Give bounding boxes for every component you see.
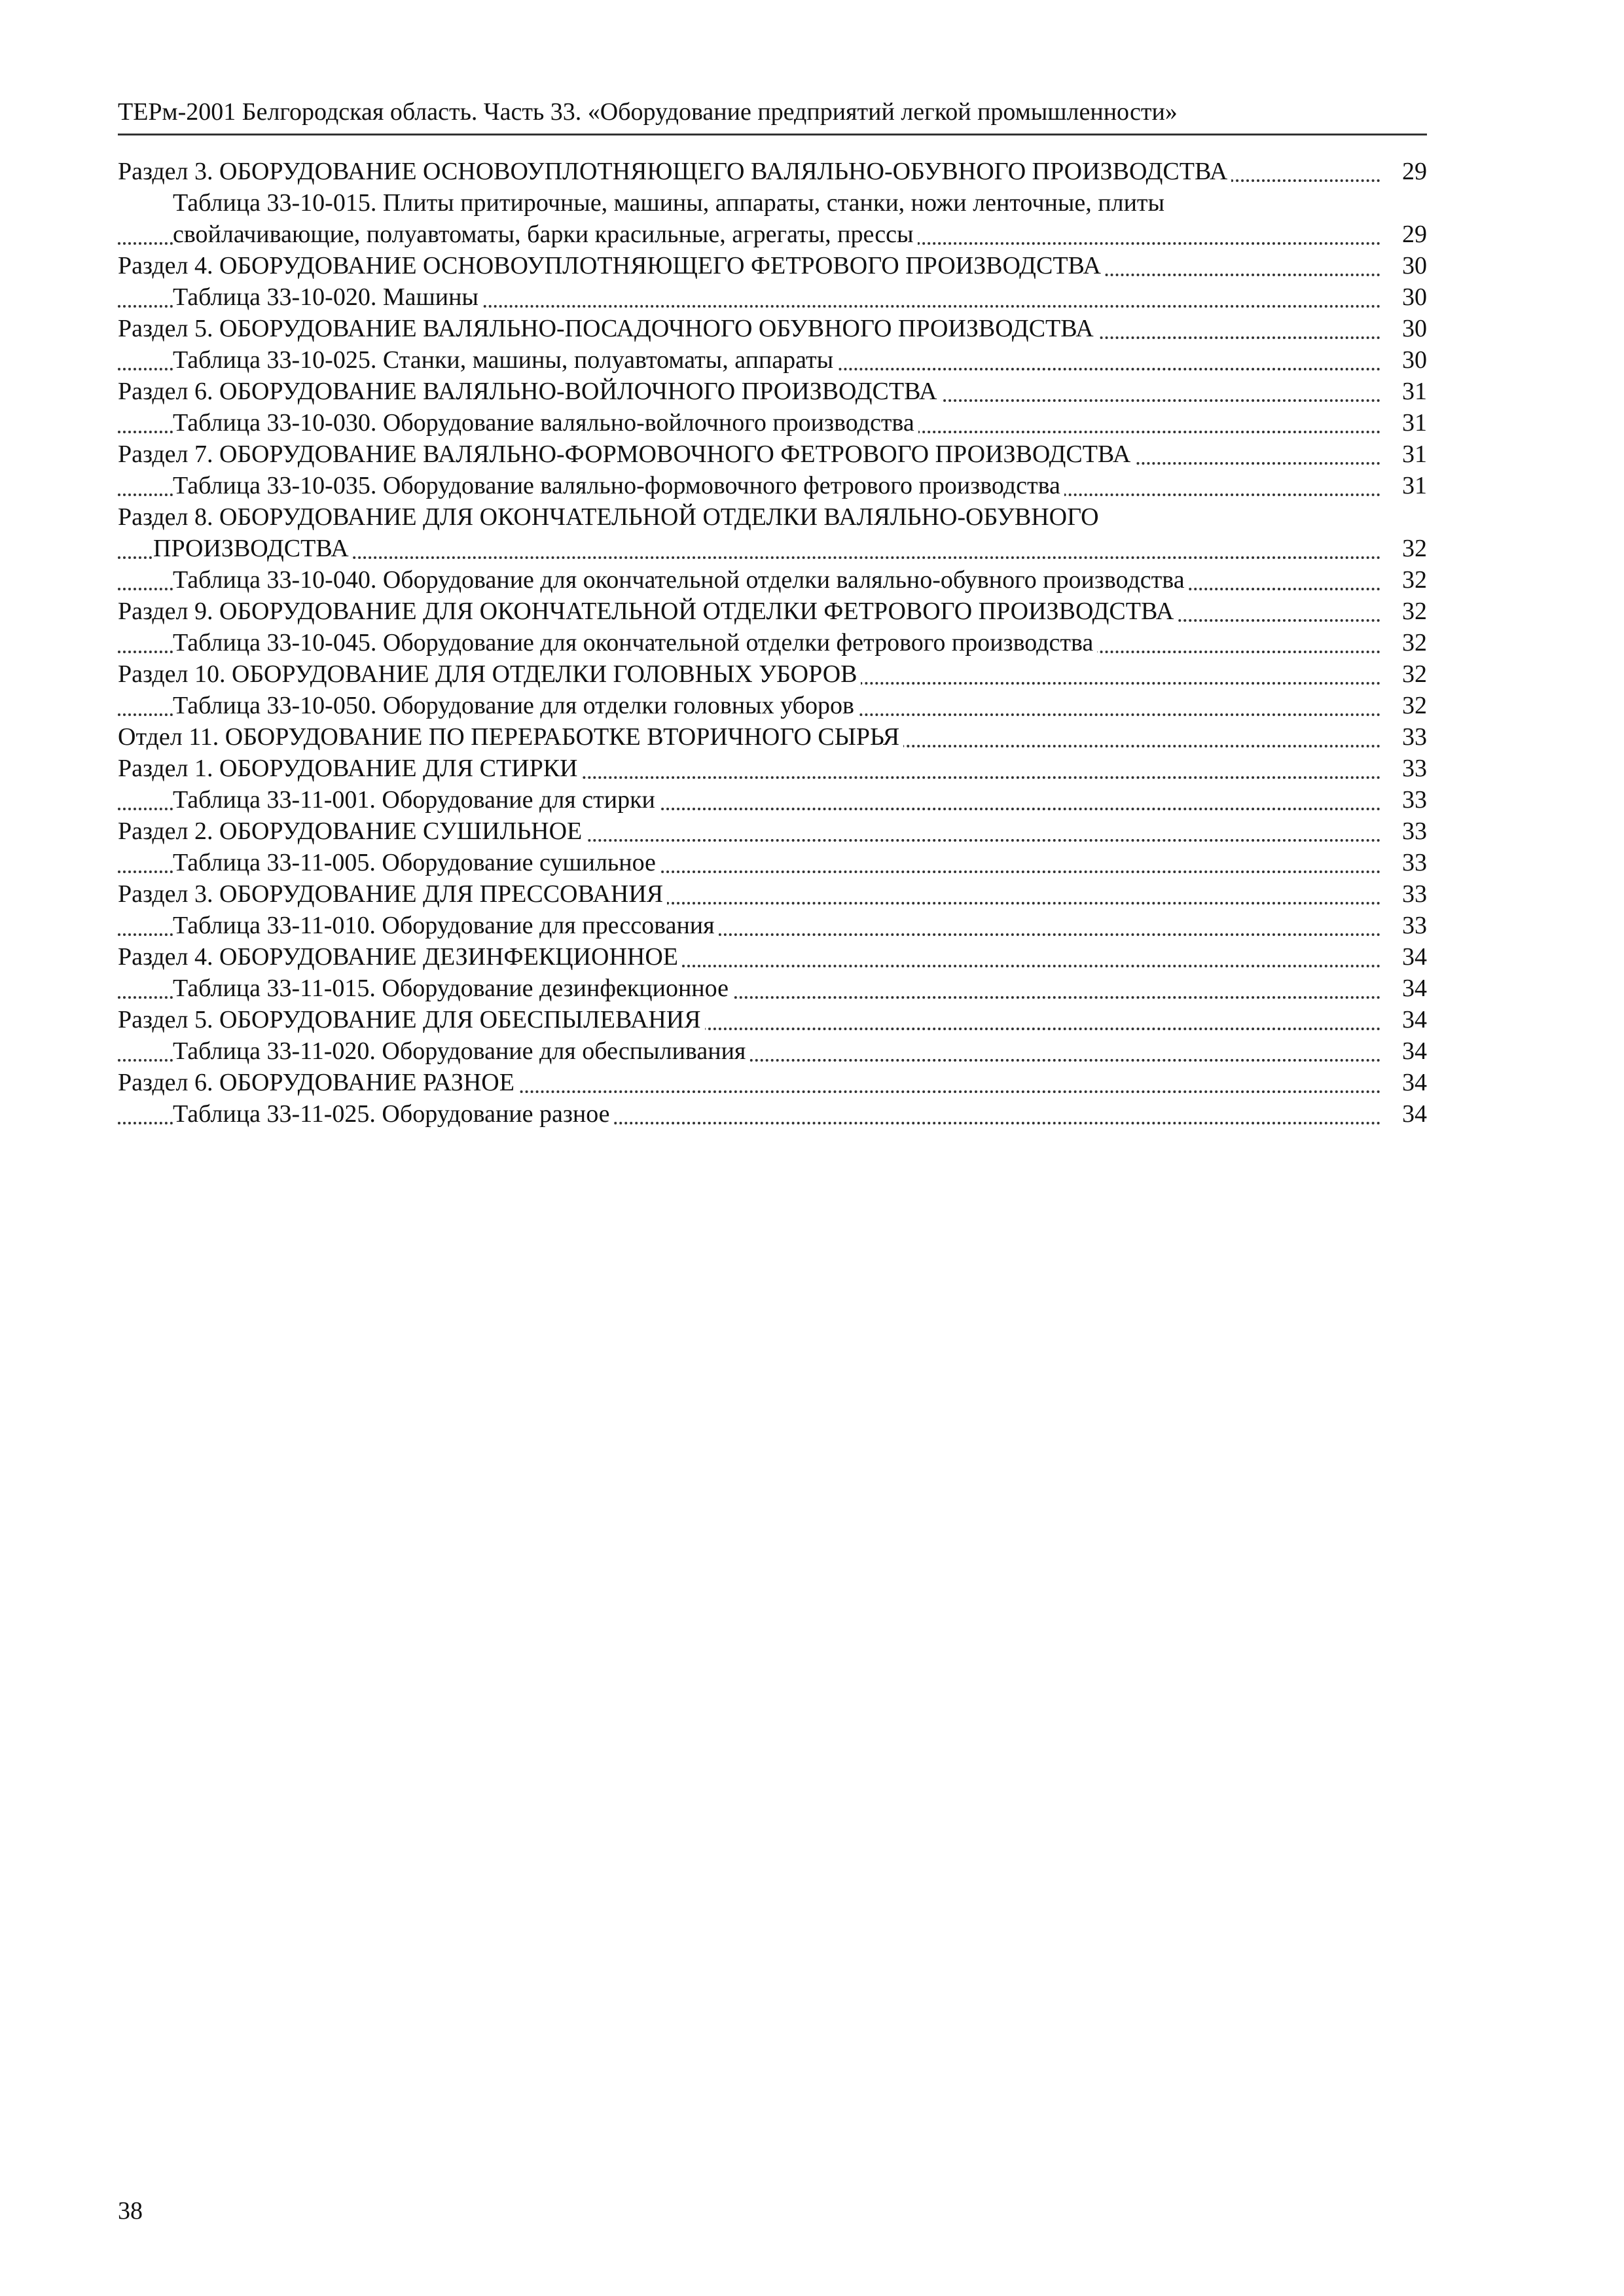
toc-section-entry[interactable] [118,878,1427,910]
toc-entry-text: Таблица 33-11-005. Оборудование сушильное [173,849,660,876]
toc-section-entry[interactable] [118,941,1427,973]
toc-page-number: 31 [1386,470,1427,501]
toc-entry-text: Раздел 3. ОБОРУДОВАНИЕ ОСНОВОУПЛОТНЯЮЩЕГО ВАЛЯЛЬНО-ОБУВНОГО ПРОИЗВОДСТВА [118,158,1231,185]
toc-page-number: 33 [1386,816,1427,847]
toc-page-number: 34 [1386,1035,1427,1067]
toc-page-number: 32 [1386,690,1427,721]
toc-page-number: 34 [1386,1067,1427,1098]
toc-entry-text: Таблица 33-11-025. Оборудование разное [173,1100,614,1128]
toc-entry-text: Раздел 9. ОБОРУДОВАНИЕ ДЛЯ ОКОНЧАТЕЛЬНОЙ ОТДЕЛКИ ФЕТРОВОГО ПРОИЗВОДСТВА [118,598,1178,625]
toc-entry-text: свойлачивающие, полуавтоматы, барки красильные, агрегаты, прессы [173,221,918,248]
toc-table-entry[interactable] [118,847,1427,878]
toc-page-number: 34 [1386,1004,1427,1035]
toc-entry-text: Таблица 33-10-045. Оборудование для окончательной отделки фетрового производства [173,629,1097,656]
toc-entry-text: Таблица 33-10-015. Плиты притирочные, машины, аппараты, станки, ножи ленточные, плиты [173,189,1168,217]
toc-page-number: 34 [1386,1098,1427,1130]
toc-page-number: 33 [1386,878,1427,910]
toc-section-entry[interactable] [118,250,1427,281]
toc-table-entry[interactable] [118,1098,1427,1130]
toc-page-number: 31 [1386,439,1427,470]
toc-entry-text: Таблица 33-10-035. Оборудование валяльно-формовочного фетрового производства [173,472,1064,499]
toc-entry-text: Раздел 5. ОБОРУДОВАНИЕ ДЛЯ ОБЕСПЫЛЕВАНИЯ [118,1006,705,1033]
toc-page-number: 32 [1386,596,1427,627]
toc-entry-text: Раздел 6. ОБОРУДОВАНИЕ ВАЛЯЛЬНО-ВОЙЛОЧНОГО ПРОИЗВОДСТВА [118,378,941,405]
toc-table-entry[interactable] [118,1035,1427,1067]
toc-entry-text: Раздел 5. ОБОРУДОВАНИЕ ВАЛЯЛЬНО-ПОСАДОЧНОГО ОБУВНОГО ПРОИЗВОДСТВА [118,315,1098,342]
toc-page-number: 32 [1386,533,1427,564]
toc-table-entry[interactable] [118,564,1427,596]
toc-table-entry[interactable] [118,187,1427,219]
toc-page-number: 31 [1386,376,1427,407]
running-header: ТЕРм-2001 Белгородская область. Часть 33. «Оборудование предприятий легкой промышленности» [118,97,1427,135]
toc-page-number: 32 [1386,658,1427,690]
toc-table-entry[interactable] [118,910,1427,941]
toc-entry-text: Таблица 33-11-015. Оборудование дезинфекционное [173,975,732,1002]
toc-section-entry[interactable] [118,596,1427,627]
toc-section-entry[interactable] [118,313,1427,344]
toc-entry-text: Раздел 2. ОБОРУДОВАНИЕ СУШИЛЬНОЕ [118,817,586,845]
toc-page-number: 33 [1386,753,1427,784]
toc-entry-text: Раздел 1. ОБОРУДОВАНИЕ ДЛЯ СТИРКИ [118,755,582,782]
toc-entry-text: Таблица 33-10-025. Станки, машины, полуавтоматы, аппараты [173,346,837,374]
toc-page-number: 34 [1386,941,1427,973]
toc-table-entry[interactable] [118,407,1427,439]
toc-entry-text: Отдел 11. ОБОРУДОВАНИЕ ПО ПЕРЕРАБОТКЕ ВТОРИЧНОГО СЫРЬЯ [118,723,903,751]
toc-entry-text: Таблица 33-11-020. Оборудование для обеспыливания [173,1037,749,1065]
toc-entry-text: Раздел 4. ОБОРУДОВАНИЕ ДЕЗИНФЕКЦИОННОЕ [118,943,682,971]
toc-section-entry[interactable] [118,721,1427,753]
toc-page-number: 30 [1386,313,1427,344]
toc-entry-text: Раздел 8. ОБОРУДОВАНИЕ ДЛЯ ОКОНЧАТЕЛЬНОЙ ОТДЕЛКИ ВАЛЯЛЬНО-ОБУВНОГО [118,503,1103,531]
toc-page-number: 30 [1386,281,1427,313]
toc-table-entry[interactable] [118,281,1427,313]
toc-entry-text: Таблица 33-10-020. Машины [173,283,482,311]
toc-entry-text: Раздел 6. ОБОРУДОВАНИЕ РАЗНОЕ [118,1069,518,1096]
toc-section-entry[interactable] [118,1004,1427,1035]
toc-page-number: 29 [1386,219,1427,250]
toc-table-entry[interactable] [118,470,1427,501]
toc-entry-text: Таблица 33-10-050. Оборудование для отделки головных уборов [173,692,858,719]
toc-entry-text: Таблица 33-10-030. Оборудование валяльно-войлочного производства [173,409,918,437]
toc-entry-text: Раздел 3. ОБОРУДОВАНИЕ ДЛЯ ПРЕССОВАНИЯ [118,880,667,908]
toc-page-number: 31 [1386,407,1427,439]
toc-entry-text: ПРОИЗВОДСТВА [153,535,353,562]
toc-section-entry[interactable] [118,1067,1427,1098]
toc-page-number: 33 [1386,910,1427,941]
toc-table-entry[interactable] [118,627,1427,658]
toc-page-number: 30 [1386,344,1427,376]
toc-page-number: 34 [1386,973,1427,1004]
table-of-contents [118,156,1427,1130]
toc-entry-continuation[interactable] [118,533,1427,564]
toc-section-entry[interactable] [118,816,1427,847]
toc-entry-text: Таблица 33-10-040. Оборудование для окончательной отделки валяльно-обувного производства [173,566,1189,594]
toc-section-entry[interactable] [118,658,1427,690]
toc-page-number: 29 [1386,156,1427,187]
toc-section-entry[interactable] [118,376,1427,407]
toc-page-number: 33 [1386,721,1427,753]
toc-entry-text: Раздел 10. ОБОРУДОВАНИЕ ДЛЯ ОТДЕЛКИ ГОЛОВНЫХ УБОРОВ [118,660,861,688]
toc-page-number: 32 [1386,564,1427,596]
toc-section-entry[interactable] [118,501,1427,533]
toc-entry-text: Таблица 33-11-001. Оборудование для стирки [173,786,659,814]
toc-page-number: 33 [1386,847,1427,878]
toc-section-entry[interactable] [118,439,1427,470]
toc-page-number: 30 [1386,250,1427,281]
toc-entry-text: Раздел 4. ОБОРУДОВАНИЕ ОСНОВОУПЛОТНЯЮЩЕГО ФЕТРОВОГО ПРОИЗВОДСТВА [118,252,1105,279]
toc-entry-text: Таблица 33-11-010. Оборудование для прессования [173,912,719,939]
toc-section-entry[interactable] [118,156,1427,187]
toc-page-number: 33 [1386,784,1427,816]
toc-table-entry[interactable] [118,219,1427,250]
toc-table-entry[interactable] [118,690,1427,721]
toc-table-entry[interactable] [118,784,1427,816]
toc-section-entry[interactable] [118,753,1427,784]
toc-entry-text: Раздел 7. ОБОРУДОВАНИЕ ВАЛЯЛЬНО-ФОРМОВОЧНОГО ФЕТРОВОГО ПРОИЗВОДСТВА [118,440,1134,468]
page-number: 38 [118,2197,143,2225]
toc-table-entry[interactable] [118,344,1427,376]
toc-table-entry[interactable] [118,973,1427,1004]
toc-page-number: 32 [1386,627,1427,658]
